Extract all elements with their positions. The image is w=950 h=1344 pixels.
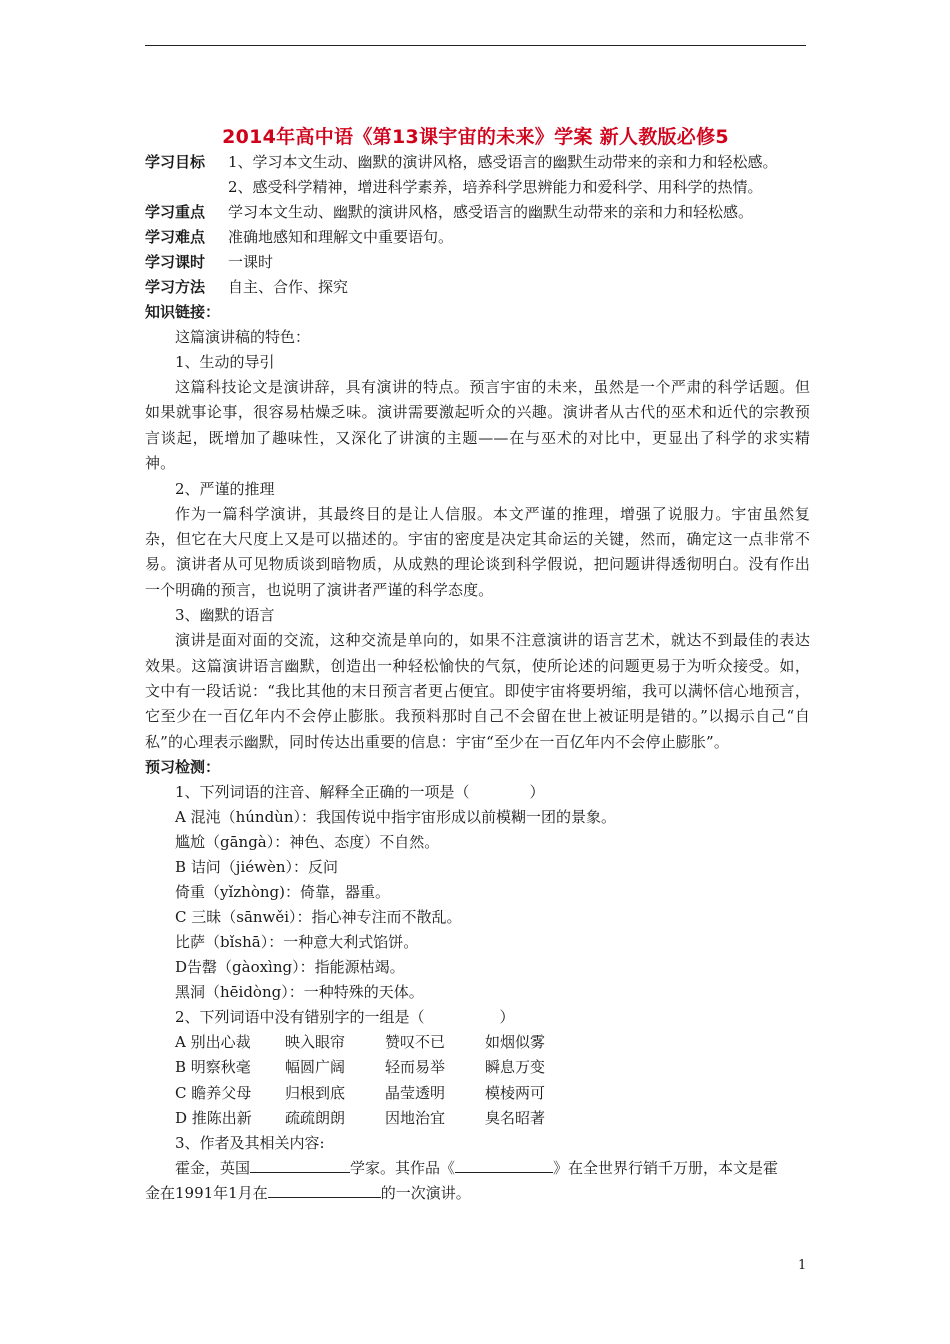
word: 幅圆广阔 bbox=[285, 1058, 346, 1077]
question-2-option-c bbox=[145, 1081, 810, 1106]
word: 臭名昭著 bbox=[485, 1108, 546, 1127]
question-1-option: 倚重（yǐzhòng)：倚靠，器重。 bbox=[175, 883, 390, 902]
page-number: 1 bbox=[798, 1258, 807, 1273]
question-2: 2、下列词语中没有错别字的一组是（ ） bbox=[175, 1008, 515, 1027]
question-2-option-d bbox=[145, 1106, 810, 1131]
knowledge-intro: 这篇演讲稿的特色： bbox=[175, 328, 311, 346]
meta-label: 学习重点 bbox=[145, 203, 206, 221]
meta-text: 2、感受科学精神，增进科学素养，培养科学思辨能力和爱科学、用科学的热情。 bbox=[228, 178, 763, 196]
meta-text: 自主、合作、探究 bbox=[228, 278, 349, 296]
word: 轻而易举 bbox=[385, 1058, 446, 1077]
meta-row-goal-1 bbox=[145, 150, 810, 175]
word: 映入眼帘 bbox=[285, 1033, 346, 1052]
preview-heading: 预习检测： bbox=[145, 758, 221, 777]
word: 晶莹透明 bbox=[385, 1083, 446, 1102]
section-title: 3、幽默的语言 bbox=[175, 606, 275, 625]
fill-text: 学家。其作品《 bbox=[350, 1159, 456, 1178]
word: 如烟似雾 bbox=[485, 1033, 546, 1052]
question-1-option: C 三昧（sānwěi）：指心神专注而不散乱。 bbox=[175, 908, 462, 927]
fill-text: 金在1991年1月在 bbox=[145, 1184, 268, 1203]
fill-blank[interactable] bbox=[250, 1156, 350, 1173]
fill-text: 》在全世界行销千万册，本文是霍 bbox=[553, 1159, 779, 1178]
question-1-option: B 诘问（jiéwèn）：反问 bbox=[175, 858, 338, 877]
word: C 瞻养父母 bbox=[175, 1083, 252, 1102]
meta-label: 学习难点 bbox=[145, 228, 206, 246]
section-paragraph: 这篇科技论文是演讲辞，具有演讲的特点。预言宇宙的未来，虽然是一个严肃的科学话题。但如果就事论事，很容易枯燥乏味。演讲需要激起听众的兴趣。演讲者从古代的巫术和近代的宗教预言谈起，既增加了趣味性，又深化了讲演的主题——在与巫术的对比中，更显出了科学的求实精神。 bbox=[145, 378, 810, 473]
meta-label: 学习目标 bbox=[145, 153, 206, 171]
meta-row-goal-2 bbox=[145, 175, 810, 200]
word: B 明察秋毫 bbox=[175, 1058, 251, 1077]
meta-row-key-point bbox=[145, 200, 810, 225]
meta-label bbox=[145, 175, 228, 200]
word: 归根到底 bbox=[285, 1083, 346, 1102]
section-title: 2、严谨的推理 bbox=[175, 479, 275, 498]
document-body bbox=[145, 150, 810, 1206]
question-3-fill-line-1 bbox=[145, 1156, 810, 1181]
word: 因地治宜 bbox=[385, 1108, 446, 1127]
word: 赞叹不已 bbox=[385, 1033, 446, 1052]
header-rule bbox=[145, 45, 806, 46]
fill-blank[interactable] bbox=[268, 1181, 381, 1198]
knowledge-heading: 知识链接： bbox=[145, 303, 221, 321]
meta-row-method bbox=[145, 275, 810, 300]
meta-text: 学习本文生动、幽默的演讲风格，感受语言的幽默生动带来的亲和力和轻松感。 bbox=[228, 203, 754, 221]
word: D 推陈出新 bbox=[175, 1108, 252, 1127]
meta-text: 准确地感知和理解文中重要语句。 bbox=[228, 228, 454, 246]
meta-row-difficulty bbox=[145, 225, 810, 250]
meta-text: 1、学习本文生动、幽默的演讲风格，感受语言的幽默生动带来的亲和力和轻松感。 bbox=[228, 153, 778, 171]
section-title: 1、生动的导引 bbox=[175, 353, 275, 371]
question-2-option-b bbox=[145, 1055, 810, 1080]
meta-label: 学习方法 bbox=[145, 278, 206, 296]
question-2-option-a bbox=[145, 1030, 810, 1055]
meta-text: 一课时 bbox=[228, 253, 274, 271]
question-1-option: D告罄（gàoxìng）：指能源枯竭。 bbox=[175, 958, 405, 977]
meta-label: 学习课时 bbox=[145, 253, 206, 271]
meta-row-period bbox=[145, 250, 810, 275]
fill-text: 霍金，英国 bbox=[175, 1159, 251, 1178]
fill-text: 的一次演讲。 bbox=[380, 1184, 471, 1203]
question-1-option: 黑洞（hēidòng）：一种特殊的天体。 bbox=[175, 983, 424, 1002]
word: 疏疏朗朗 bbox=[285, 1108, 346, 1127]
word: 瞬息万变 bbox=[485, 1058, 546, 1077]
word: 模棱两可 bbox=[485, 1083, 546, 1102]
word: A 别出心裁 bbox=[175, 1033, 251, 1052]
fill-blank[interactable] bbox=[455, 1156, 553, 1173]
document-title: 2014年高中语《第13课宇宙的未来》学案 新人教版必修5 bbox=[222, 126, 729, 148]
question-3: 3、作者及其相关内容: bbox=[175, 1134, 325, 1153]
section-paragraph: 作为一篇科学演讲，其最终目的是让人信服。本文严谨的推理，增强了说服力。宇宙虽然复杂，但它在大尺度上又是可以描述的。宇宙的密度是决定其命运的关键，然而，确定这一点非常不易。演讲者从可见物质谈到暗物质，从成熟的理论谈到科学假说，把问题讲得透彻明白。没有作出一个明确的预言，也说明了演讲者严谨的科学态度。 bbox=[145, 504, 810, 599]
question-3-fill-line-2 bbox=[145, 1181, 810, 1206]
question-1-option: 比萨（bǐshā）：一种意大利式馅饼。 bbox=[175, 933, 419, 952]
section-paragraph: 演讲是面对面的交流，这种交流是单向的，如果不注意演讲的语言艺术，就达不到最佳的表达效果。这篇演讲语言幽默，创造出一种轻松愉快的气氛，使所论述的问题更易于为听众接受。如，文中有一段话说：“我比其他的末日预言者更占便宜。即使宇宙将要坍缩，我可以满怀信心地预言，它至少在一百亿年内不会停止膨胀。我预料那时自己不会留在世上被证明是错的。”以揭示自己“自私”的心理表示幽默，同时传达出重要的信息：宇宙“至少在一百亿年内不会停止膨胀”。 bbox=[145, 631, 810, 751]
question-1-option: 尴尬（gāngà）：神色、态度）不自然。 bbox=[175, 833, 440, 852]
question-1-option: A 混沌（húndùn）：我国传说中指宇宙形成以前模糊一团的景象。 bbox=[175, 808, 617, 827]
question-1: 1、下列词语的注音、解释全正确的一项是（ ） bbox=[175, 783, 545, 802]
